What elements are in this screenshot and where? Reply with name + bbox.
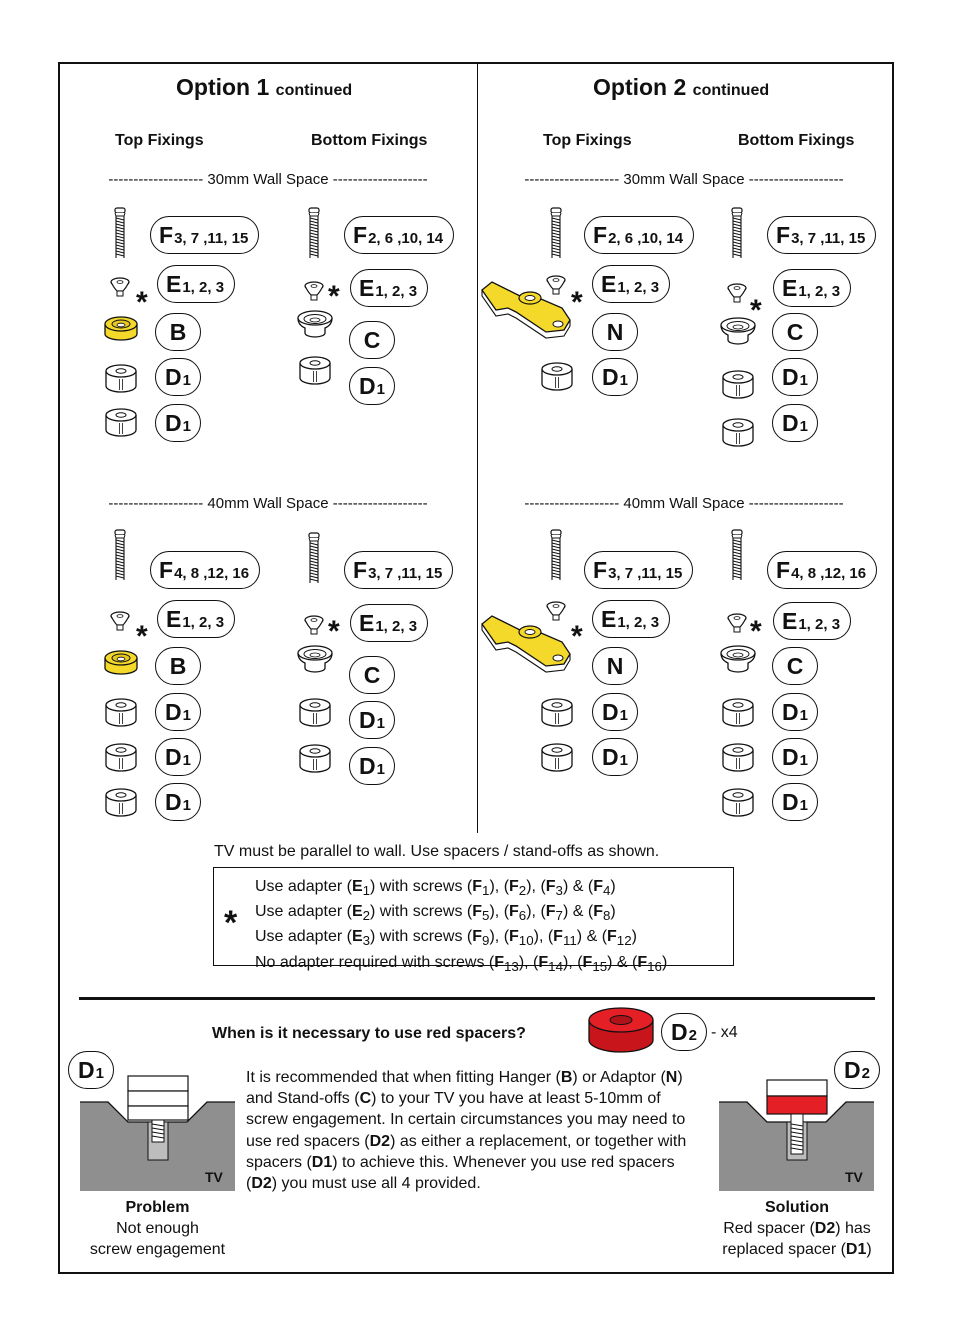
label-c: C	[349, 656, 395, 694]
label-f: F 4, 8 ,12, 16	[767, 551, 877, 589]
adapter-icon	[120, 612, 121, 613]
label-e: E 1, 2, 3	[350, 269, 428, 307]
standoff-icon	[738, 318, 739, 319]
label-d1: D 1	[155, 783, 201, 821]
label-f: F 3, 7 ,11, 15	[767, 216, 876, 254]
label-f: F 3, 7 ,11, 15	[584, 551, 693, 589]
adapter-icon	[556, 276, 557, 277]
label-d1: D 1	[349, 747, 395, 785]
spacer-icon	[315, 746, 316, 747]
column-divider	[477, 63, 478, 833]
problem-caption: Problem Not enough screw engagement	[89, 1199, 226, 1258]
label-d1: D 1	[772, 358, 818, 396]
asterisk: *	[328, 280, 340, 313]
option1-bottom-fixings: Bottom Fixings	[311, 132, 428, 149]
spacer-icon	[557, 364, 558, 365]
asterisk: *	[328, 615, 340, 648]
screw-icon	[737, 530, 738, 531]
label-d1: D 1	[772, 783, 818, 821]
asterisk: *	[136, 286, 148, 319]
label-d1: D 1	[772, 738, 818, 776]
label-d2: D 2	[661, 1013, 707, 1051]
parallel-note: TV must be parallel to wall. Use spacers / stand-offs as shown.	[214, 843, 660, 860]
label-d1: D 1	[772, 693, 818, 731]
spacer-icon	[738, 420, 739, 421]
adapter-icon	[556, 602, 557, 603]
adapter-icon	[737, 284, 738, 285]
label-f: F 4, 8 ,12, 16	[150, 551, 260, 589]
adapter-line-1: Use adapter $(E_1)$ with screws $(F_1)$, $(F_2)$, $(F_3)$ & $(F_4)$	[255, 878, 616, 899]
tv-label: TV	[845, 1169, 863, 1185]
label-d1: D 1	[592, 358, 638, 396]
label-e: E 1, 2, 3	[350, 604, 428, 642]
label-n: N	[592, 313, 638, 351]
spacer-icon	[315, 700, 316, 701]
spacer-icon	[315, 358, 316, 359]
standoff-icon	[315, 311, 316, 312]
label-f: F 3, 7 ,11, 15	[150, 216, 259, 254]
asterisk: *	[750, 294, 762, 327]
label-f: F 3, 7 ,11, 15	[344, 551, 453, 589]
label-b: B	[155, 647, 201, 685]
label-f: F 2, 6 ,10, 14	[344, 216, 454, 254]
adapter-icon	[314, 282, 315, 283]
label-d2: D 2	[834, 1051, 880, 1089]
adapter-icon	[120, 278, 121, 279]
option2-top-fixings: Top Fixings	[543, 132, 632, 149]
option2-title: Option 2 continued	[593, 74, 770, 100]
label-d1: D 1	[592, 738, 638, 776]
label-d1: D 1	[68, 1051, 114, 1089]
label-c: C	[772, 647, 818, 685]
wall-space-40-right: ------------------- 40mm Wall Space -------------------	[524, 495, 844, 512]
adapter-line-4: No adapter required with screws $(F_{13})$, $(F_{14})$, $(F_{15})$ & $(F_{16})$	[255, 953, 668, 974]
adapter-line-3: Use adapter $(E_3)$ with screws $(F_9)$, $(F_{10})$, $(F_{11})$ & $(F_{12})$	[255, 928, 637, 949]
spacer-icon	[557, 700, 558, 701]
spacer-icon	[738, 745, 739, 746]
red-spacer-paragraph: It is recommended that when fitting Hanger (B) or Adaptor (N) and Stand-offs (C) to your TV you have at least 5-10mm of screw engagement. In certain circumstances you may need to use red spacers (D2) as either a replacement, or together with spacers (D1) to achieve this. Whenever you use red spacers (D2) you must use all 4 provided.	[246, 1069, 687, 1193]
asterisk: *	[571, 286, 583, 319]
label-f: F 2, 6 ,10, 14	[584, 216, 694, 254]
spacer-icon	[121, 410, 122, 411]
label-c: C	[349, 321, 395, 359]
spacer-icon	[738, 700, 739, 701]
option2-bottom-fixings: Bottom Fixings	[738, 132, 855, 149]
asterisk: *	[136, 620, 148, 653]
adapter-plate-icon	[540, 310, 541, 311]
asterisk: *	[571, 620, 583, 653]
adapter-table	[213, 867, 734, 974]
spacer-icon	[121, 790, 122, 791]
spacer-icon	[121, 745, 122, 746]
label-c: C	[772, 313, 818, 351]
label-n: N	[592, 647, 638, 685]
asterisk: *	[224, 904, 238, 942]
option1-top-fixings: Top Fixings	[115, 132, 204, 149]
wall-space-40-left: ------------------- 40mm Wall Space -------------------	[108, 495, 428, 512]
screw-icon	[314, 533, 315, 534]
red-spacer-icon	[621, 1010, 622, 1011]
label-e: E 1, 2, 3	[592, 600, 670, 638]
label-e: E 1, 2, 3	[157, 600, 235, 638]
label-d1: D 1	[772, 404, 818, 442]
wall-space-30-right: ------------------- 30mm Wall Space -------------------	[524, 171, 844, 188]
label-d1: D 1	[155, 358, 201, 396]
screw-icon	[120, 208, 121, 209]
solution-caption: Solution Red spacer (D2) has replaced spacer (D1)	[722, 1199, 872, 1258]
spacer-icon	[121, 366, 122, 367]
screw-icon	[314, 208, 315, 209]
spacer-icon	[738, 790, 739, 791]
wall-space-30-left: ------------------- 30mm Wall Space -------------------	[108, 171, 428, 188]
adapter-icon	[737, 614, 738, 615]
screw-icon	[556, 208, 557, 209]
screw-icon	[556, 530, 557, 531]
spacer-icon	[738, 372, 739, 373]
adapter-line-2: Use adapter $(E_2)$ with screws $(F_5)$, $(F_6)$, $(F_7)$ & $(F_8)$	[255, 903, 616, 924]
label-d1: D 1	[592, 693, 638, 731]
adapter-plate-icon	[540, 644, 541, 645]
adapter-icon	[314, 616, 315, 617]
label-e: E 1, 2, 3	[592, 265, 670, 303]
quantity-text: - x4	[711, 1024, 738, 1041]
asterisk: *	[750, 615, 762, 648]
standoff-icon	[738, 646, 739, 647]
spacer-icon	[121, 700, 122, 701]
label-e: E 1, 2, 3	[773, 602, 851, 640]
hanger-icon	[121, 318, 122, 319]
tv-label: TV	[205, 1169, 223, 1185]
option1-title: Option 1 continued	[176, 74, 353, 100]
screw-icon	[737, 208, 738, 209]
standoff-icon	[315, 646, 316, 647]
spacer-icon	[557, 745, 558, 746]
label-d1: D 1	[155, 738, 201, 776]
label-d1: D 1	[155, 693, 201, 731]
section-divider	[79, 997, 875, 1000]
label-d1: D 1	[349, 367, 395, 405]
label-e: E 1, 2, 3	[157, 265, 235, 303]
hanger-icon	[121, 652, 122, 653]
screw-icon	[120, 530, 121, 531]
label-d1: D 1	[349, 701, 395, 739]
label-e: E 1, 2, 3	[773, 269, 851, 307]
label-d1: D 1	[155, 404, 201, 442]
red-spacer-question: When is it necessary to use red spacers?	[212, 1025, 526, 1042]
label-b: B	[155, 313, 201, 351]
